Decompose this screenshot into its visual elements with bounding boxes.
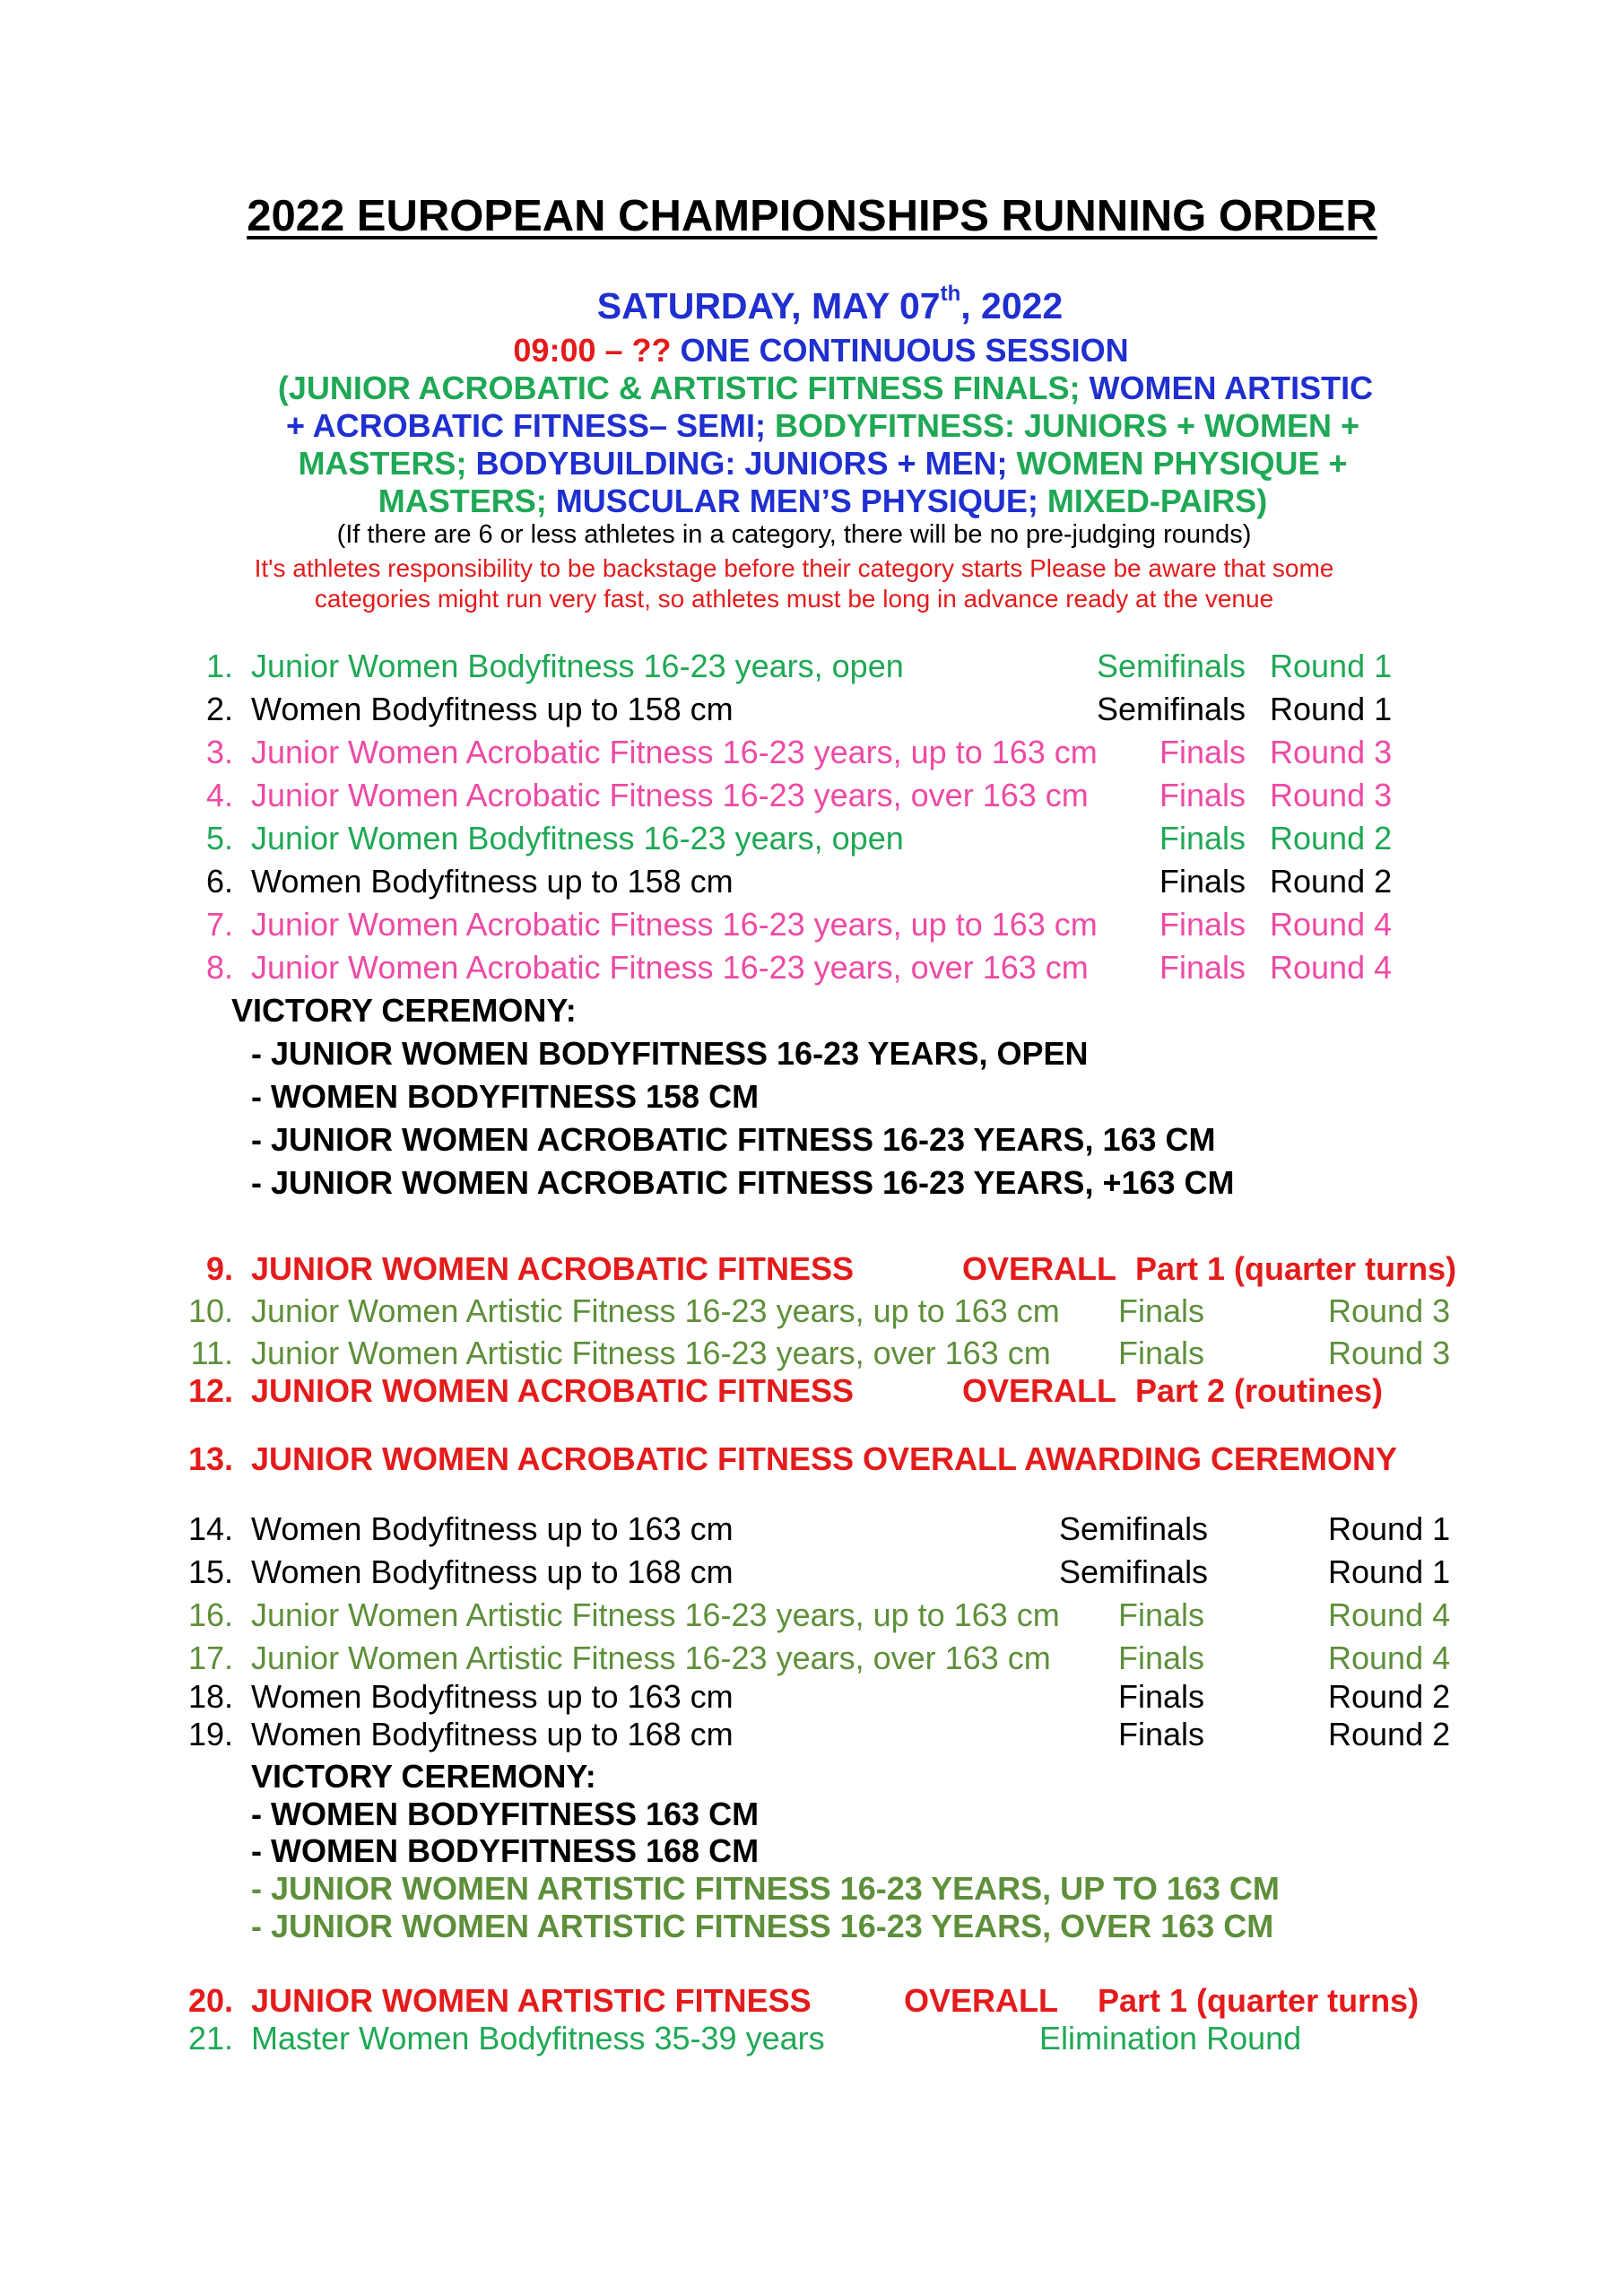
round-label: Round 1 — [1328, 1553, 1451, 1590]
item-number: 14. — [187, 1510, 233, 1547]
item-number: 2. — [205, 691, 233, 727]
item-number: 5. — [205, 820, 233, 857]
round-label: Round 3 — [1270, 777, 1393, 813]
category-name: JUNIOR WOMEN ARTISTIC FITNESS — [251, 1982, 812, 2019]
category-name: Junior Women Artistic Fitness 16-23 years, over 163 cm — [251, 1335, 1051, 1371]
round-label: Part 2 (routines) — [1135, 1372, 1384, 1409]
item-number: 11. — [190, 1335, 233, 1371]
category-name: JUNIOR WOMEN ACROBATIC FITNESS — [251, 1250, 854, 1287]
stage-label: Semifinals — [1059, 1553, 1209, 1590]
program-line — [11, 483, 1624, 520]
victory-ceremony-item: - WOMEN BODYFITNESS 168 CM — [251, 1832, 760, 1869]
stage-label: Semifinals — [1059, 1510, 1209, 1547]
stage-label: Finals — [1159, 863, 1246, 900]
program-segment: WOMEN ARTISTIC — [1089, 370, 1374, 406]
category-name: Women Bodyfitness up to 163 cm — [251, 1510, 734, 1547]
warning-line: It's athletes responsibility to be backstage before their category starts Please be aware that some — [254, 554, 1334, 582]
category-name: Junior Women Acrobatic Fitness 16-23 years, over 163 cm — [251, 949, 1089, 986]
category-name: Junior Women Artistic Fitness 16-23 years, over 163 cm — [251, 1639, 1051, 1676]
round-label: Round 4 — [1270, 906, 1393, 943]
item-number: 4. — [205, 777, 233, 813]
prejudging-note: (If there are 6 or less athletes in a category, there will be no pre-judging rounds) — [336, 520, 1252, 549]
stage-label: Finals — [1118, 1678, 1205, 1715]
stage-label: OVERALL — [962, 1372, 1117, 1409]
round-label: Round 4 — [1270, 949, 1393, 986]
item-number: 13. — [187, 1440, 233, 1477]
program-segment: WOMEN PHYSIQUE + — [1016, 445, 1348, 482]
stage-label: Finals — [1159, 949, 1246, 986]
program-segment: + ACROBATIC FITNESS– SEMI; — [285, 407, 775, 444]
item-number: 19. — [187, 1716, 233, 1752]
stage-label: Semifinals — [1096, 648, 1246, 684]
category-name: Women Bodyfitness up to 168 cm — [251, 1716, 734, 1752]
item-number: 1. — [205, 648, 233, 684]
item-number: 16. — [187, 1596, 233, 1633]
victory-ceremony-item: - JUNIOR WOMEN ACROBATIC FITNESS 16-23 YEARS, 163 CM — [251, 1121, 1216, 1158]
date-year: , 2022 — [960, 285, 1064, 326]
program-segment: MUSCULAR MEN’S PHYSIQUE; — [555, 483, 1047, 519]
victory-ceremony-item: - JUNIOR WOMEN ARTISTIC FITNESS 16-23 YEARS, OVER 163 CM — [251, 1908, 1274, 1944]
program-segment: BODYFITNESS: JUNIORS + WOMEN + — [774, 407, 1360, 444]
round-label: Round 2 — [1270, 863, 1393, 900]
item-number: 6. — [205, 863, 233, 900]
category-name: Junior Women Bodyfitness 16-23 years, open — [251, 648, 904, 684]
round-label: Round 4 — [1328, 1639, 1451, 1676]
stage-label: Finals — [1118, 1335, 1205, 1371]
round-label: Round 4 — [1328, 1596, 1451, 1633]
stage-label: Semifinals — [1096, 691, 1246, 727]
stage-label: Finals — [1118, 1716, 1205, 1752]
category-name: Master Women Bodyfitness 35-39 years — [251, 2020, 825, 2057]
victory-ceremony-item: - JUNIOR WOMEN BODYFITNESS 16-23 YEARS, OPEN — [251, 1035, 1089, 1072]
category-name: Women Bodyfitness up to 158 cm — [251, 691, 734, 727]
category-name: Junior Women Acrobatic Fitness 16-23 years, up to 163 cm — [251, 734, 1098, 770]
stage-label: Finals — [1159, 734, 1246, 770]
program-segment: BODYBUILDING: JUNIORS + MEN; — [475, 445, 1017, 482]
program-line — [11, 445, 1624, 483]
program-line — [11, 407, 1624, 445]
stage-label: Finals — [1159, 820, 1246, 857]
category-name: JUNIOR WOMEN ACROBATIC FITNESS — [251, 1372, 854, 1409]
item-number: 9. — [205, 1250, 233, 1287]
round-label: Round 2 — [1270, 820, 1393, 857]
item-number: 20. — [187, 1982, 233, 2019]
stage-label: Finals — [1118, 1639, 1205, 1676]
round-label: Round 2 — [1328, 1716, 1451, 1752]
item-number: 18. — [187, 1678, 233, 1715]
round-label: Part 1 (quarter turns) — [1098, 1982, 1420, 2019]
category-name: Junior Women Bodyfitness 16-23 years, open — [251, 820, 904, 857]
victory-ceremony-item: - WOMEN BODYFITNESS 158 CM — [251, 1078, 760, 1115]
round-label: Round 3 — [1328, 1292, 1451, 1329]
program-line — [13, 370, 1624, 407]
victory-ceremony-item: - JUNIOR WOMEN ACROBATIC FITNESS 16-23 YEARS, +163 CM — [251, 1164, 1235, 1201]
victory-ceremony-heading: VICTORY CEREMONY: — [231, 992, 577, 1029]
round-label: Round 1 — [1328, 1510, 1451, 1547]
victory-ceremony-item: - JUNIOR WOMEN ARTISTIC FITNESS 16-23 YEARS, UP TO 163 CM — [251, 1870, 1280, 1907]
item-number: 7. — [205, 906, 233, 943]
program-segment: (JUNIOR ACROBATIC & ARTISTIC FITNESS FINALS; — [277, 370, 1090, 406]
item-number: 10. — [187, 1292, 233, 1329]
category-name: Women Bodyfitness up to 158 cm — [251, 863, 734, 900]
stage-label: Finals — [1159, 777, 1246, 813]
category-name: Women Bodyfitness up to 163 cm — [251, 1678, 734, 1715]
date-text: SATURDAY, MAY 07 — [596, 285, 941, 326]
item-number: 21. — [187, 2020, 233, 2057]
round-label: Round 2 — [1328, 1678, 1451, 1715]
stage-label: Finals — [1118, 1292, 1205, 1329]
stage-label: Finals — [1159, 906, 1246, 943]
round-label: Round 3 — [1270, 734, 1393, 770]
victory-ceremony-heading: VICTORY CEREMONY: — [251, 1758, 596, 1795]
session-line — [9, 332, 1624, 370]
program-segment: MASTERS; — [378, 483, 556, 519]
event-date — [18, 282, 1624, 327]
date-ordinal: th — [940, 282, 961, 306]
stage-label: OVERALL — [962, 1250, 1117, 1287]
item-number: 3. — [205, 734, 233, 770]
round-label: Round 1 — [1270, 648, 1393, 684]
round-label: Round 3 — [1328, 1335, 1451, 1371]
item-number: 12. — [187, 1372, 233, 1409]
stage-label: OVERALL — [904, 1982, 1059, 2019]
stage-label: Finals — [1118, 1596, 1205, 1633]
program-segment: MIXED-PAIRS) — [1046, 483, 1268, 519]
awarding-ceremony: JUNIOR WOMEN ACROBATIC FITNESS OVERALL AWARDING CEREMONY — [251, 1440, 1398, 1477]
item-number: 17. — [187, 1639, 233, 1676]
category-name: Junior Women Artistic Fitness 16-23 years, up to 163 cm — [251, 1292, 1060, 1329]
category-name: Junior Women Artistic Fitness 16-23 years, up to 163 cm — [251, 1596, 1060, 1633]
item-number: 15. — [187, 1553, 233, 1590]
category-name: Junior Women Acrobatic Fitness 16-23 years, over 163 cm — [251, 777, 1089, 813]
victory-ceremony-item: - WOMEN BODYFITNESS 163 CM — [251, 1796, 760, 1832]
warning-line: categories might run very fast, so athletes must be long in advance ready at the venue — [314, 585, 1274, 613]
page-title: 2022 EUROPEAN CHAMPIONSHIPS RUNNING ORDER — [247, 192, 1377, 240]
round-label: Part 1 (quarter turns) — [1135, 1250, 1457, 1287]
program-segment: MASTERS; — [298, 445, 476, 482]
stage-label: Elimination Round — [1039, 2020, 1302, 2057]
session-time: 09:00 – ?? — [513, 332, 672, 369]
item-number: 8. — [205, 949, 233, 986]
session-label: ONE CONTINUOUS SESSION — [671, 332, 1129, 369]
round-label: Round 1 — [1270, 691, 1393, 727]
category-name: Junior Women Acrobatic Fitness 16-23 years, up to 163 cm — [251, 906, 1098, 943]
category-name: Women Bodyfitness up to 168 cm — [251, 1553, 734, 1590]
